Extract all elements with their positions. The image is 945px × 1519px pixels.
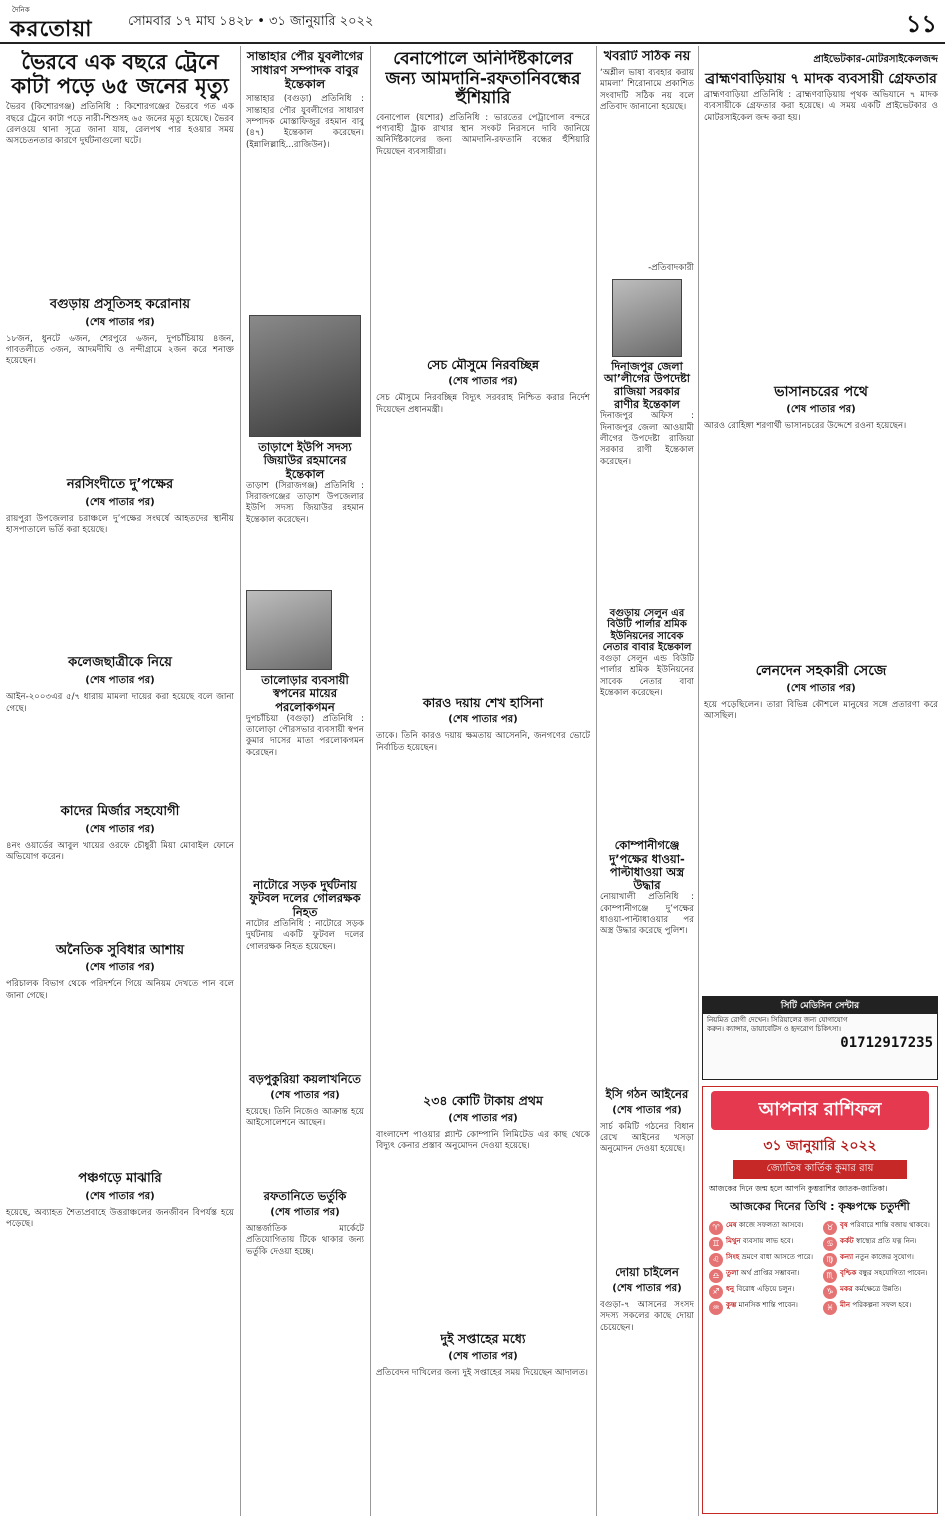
article-headline[interactable]: ব্রাহ্মণবাড়িয়ায় ৭ মাদক ব্যবসায়ী গ্রেফতার xyxy=(705,71,937,87)
article-body: সার্চ কমিটি গঠনের বিধান রেখে আইনের খসড়া অনুমোদন দেওয়া হয়েছে। xyxy=(600,1121,694,1155)
page-number: ১১ xyxy=(905,10,937,38)
article-headline[interactable]: কারও দয়ায় শেখ হাসিনা xyxy=(422,695,544,711)
zodiac-icon: ♓ xyxy=(823,1301,837,1315)
kicker: প্রাইভেটকার-মোটরসাইকেলজব্দ xyxy=(813,54,938,65)
continued-label: (শেষ পাতার পর) xyxy=(85,1191,155,1203)
article-body: হয়েছে, অব্যাহত শৈত্যপ্রবাহে উত্তরাঞ্চলের জনজীবন বিপর্যস্ত হয়ে পড়েছে। xyxy=(6,1208,234,1230)
horoscope-section xyxy=(702,1086,938,1514)
article-continuation xyxy=(6,1002,234,1172)
horoscope-title: আপনার রাশিফল xyxy=(711,1091,929,1130)
column-5 xyxy=(704,50,938,990)
zodiac-sign xyxy=(823,1221,931,1235)
article-continuation xyxy=(246,526,364,586)
column-divider xyxy=(370,46,371,1516)
zodiac-sign xyxy=(823,1253,931,1267)
sign-name: মকর xyxy=(840,1285,853,1294)
article-headline[interactable]: তাড়াশে ইউপি সদস্য জিয়াউর রহমানের ইন্তেকাল xyxy=(258,440,352,481)
zodiac-icon: ♑ xyxy=(823,1285,837,1299)
article-body: ভৈরব (কিশোরগঞ্জ) প্রতিনিধি : কিশোরগঞ্জের ভৈরবে গত এক বছরে ট্রেনে কাটা পড়ে নারী-শিশুসহ ৬৫ জনের মৃত্যু হয়েছে। ভৈরব রেলওয়ে থানা সূত্রে জানা যায়, রেলপথ পার হওয়ার সময় অসচেতনতার কারণে দুর্ঘটনাগুলো ঘটে। xyxy=(6,102,234,147)
article-headline[interactable]: দুই সপ্তাহের মধ্যে xyxy=(440,1331,526,1347)
sign-text: নতুন কাজের সুযোগ। xyxy=(855,1253,914,1262)
article-headline[interactable]: ভাসানচরের পথে xyxy=(774,384,868,401)
article-continuation xyxy=(376,158,590,358)
article-headline[interactable]: ইসি গঠন আইনের xyxy=(605,1086,689,1101)
zodiac-icon: ♋ xyxy=(823,1237,837,1251)
article-body: পরিচালক বিভাগ থেকে পরিদর্শনে গিয়ে অনিয়ম দেখতে পান বলে জানা গেছে। xyxy=(6,979,234,1001)
article-headline[interactable]: নাটোরে সড়ক দুর্ঘটনায় ফুটবল দলের গোলরক্ষক নিহত xyxy=(249,878,361,919)
article-headline[interactable]: পঞ্চগড়ে মাঝারি xyxy=(78,1171,162,1187)
zodiac-sign xyxy=(709,1237,817,1251)
zodiac-sign xyxy=(823,1237,931,1251)
ad-body: নিয়মিত রোগী দেখেন। সিরিয়ালের জন্য যোগাযোগ করুন। ক্যান্সার, ডায়াবেটিস ও হৃদরোগ চিকিৎসা। xyxy=(707,1016,848,1033)
masthead xyxy=(0,0,945,44)
article-headline[interactable]: ২৩৪ কোটি টাকায় প্রথম xyxy=(423,1093,543,1109)
article-headline[interactable]: বগুড়ায় প্রসূতিসহ করোনায় xyxy=(49,296,191,312)
article-continuation xyxy=(6,715,234,805)
tithi-line: আজকের দিনের তিথি : কৃষ্ণপক্ষে চতুর্দশী xyxy=(730,1200,910,1214)
sign-name: কন্যা xyxy=(840,1253,854,1262)
article-continuation xyxy=(600,938,694,1088)
sign-name: কুম্ভ xyxy=(726,1301,737,1310)
article-headline[interactable]: সেচ মৌসুমে নিরবচ্ছিন্ন xyxy=(426,357,539,373)
article-body: বাংলাদেশ পাওয়ার প্ল্যান্ট কোম্পানি লিমিটেড এর কাছ থেকে বিদ্যুৎ কেনার প্রস্তাব অনুমোদন দেওয়া হয়েছে। xyxy=(376,1129,590,1151)
continued-label: (শেষ পাতার পর) xyxy=(786,404,856,416)
article-headline[interactable]: দোয়া চাইলেন xyxy=(615,1264,679,1279)
article-body: প্রতিবেদন দাখিলের জন্য দুই সপ্তাহের সময় দিয়েছেন আদালত। xyxy=(376,1367,588,1378)
signature: -প্রতিবাদকারী xyxy=(648,263,694,274)
continued-label: (শেষ পাতার পর) xyxy=(85,823,155,835)
article-body: বগুড়া-৭ আসনের সংসদ সদস্য সকলের কাছে দোয়া চেয়েছেন। xyxy=(600,1300,694,1333)
article-headline[interactable]: লেনদেন সহকারী সেজে xyxy=(755,662,887,679)
article-headline[interactable]: খবরটি সঠিক নয় xyxy=(603,50,691,64)
continued-label: (শেষ পাতার পর) xyxy=(448,714,518,726)
article-continuation xyxy=(704,124,938,384)
article-body: রায়পুরা উপজেলার চরাঞ্চলে দু’পক্ষের সংঘর্ষে আহতদের স্থানীয় হাসপাতালে ভর্তি করা হয়েছে। xyxy=(6,513,234,535)
article-body: আইন-২০০৩এর ৫/৭ ধারায় মামলা দায়ের করা হয়েছে বলে জানা গেছে। xyxy=(6,692,234,714)
sign-text: অর্থ প্রাপ্তির সম্ভাবনা। xyxy=(740,1269,800,1278)
horoscope-intro: আজকের দিনে জন্ম হলে আপনি কুম্ভরাশির জাতক-জাতিকা। xyxy=(709,1184,888,1193)
article-body: সেচ মৌসুমে নিরবচ্ছিন্ন বিদ্যুৎ সরবরাহ নিশ্চিত করার নির্দেশ দিয়েছেন প্রধানমন্ত্রী। xyxy=(376,393,590,415)
article-headline[interactable]: কলেজছাত্রীকে নিয়ে xyxy=(68,655,172,671)
continued-label: (শেষ পাতার পর) xyxy=(85,496,155,508)
article-continuation xyxy=(6,148,234,298)
sign-name: মেষ xyxy=(726,1221,737,1230)
sign-text: স্বাস্থ্যের প্রতি যত্ন নিন। xyxy=(855,1237,917,1246)
continued-label: (শেষ পাতার পর) xyxy=(85,675,155,687)
article-continuation xyxy=(376,1152,590,1332)
column-divider xyxy=(698,46,699,1516)
sign-text: পরিকল্পনা সফল হবে। xyxy=(852,1301,912,1310)
article-continuation xyxy=(704,433,938,663)
article-body: বগুড়া সেলুন এন্ড বিউটি পার্লার শ্রমিক ইউনিয়নের সাবেক নেতার বাবা ইন্তেকাল করেছেন। xyxy=(600,653,694,698)
continued-label: (শেষ পাতার পর) xyxy=(448,1350,518,1362)
sign-text: বিরোধ এড়িয়ে চলুন। xyxy=(736,1285,795,1294)
continued-label: (শেষ পাতার পর) xyxy=(85,316,155,328)
article-body: দিনাজপুর অফিস : দিনাজপুর জেলা আওয়ামী লীগের উপদেষ্টা রাজিয়া সরকার রাণী ইন্তেকাল করেছেন। xyxy=(600,411,694,467)
ad-phone[interactable]: 01712917235 xyxy=(840,1035,933,1051)
sign-name: বৃষ xyxy=(840,1221,848,1230)
sign-name: ধনু xyxy=(726,1285,735,1294)
article-continuation xyxy=(600,468,694,608)
article-headline[interactable]: বড়পুকুরিয়া কয়লাখনিতে xyxy=(249,1071,361,1086)
sign-name: কর্কট xyxy=(840,1237,854,1246)
zodiac-icon: ♎ xyxy=(709,1269,723,1283)
article-body: ১৮জন, ধুনটে ৬জন, শেরপুরে ৬জন, দুপচাঁচিয়ায় ৪জন, গাবতলীতে ৩জন, আদমদীঘি ও নন্দীগ্রামে ২জন করে শনাক্ত হয়েছেন। xyxy=(6,333,234,367)
zodiac-sign xyxy=(709,1301,817,1315)
zodiac-sign xyxy=(823,1269,931,1283)
article-headline[interactable]: নরসিংদীতে দু’পক্ষের xyxy=(66,476,174,492)
article-body: তাড়াশ (সিরাজগঞ্জ) প্রতিনিধি : সিরাজগঞ্জের তাড়াশ উপজেলার ইউপি সদস্য জিয়াউর রহমান ইন্তেকাল করেছেন। xyxy=(246,480,364,525)
sign-text: কাজে সফলতা আসবে। xyxy=(738,1221,804,1230)
continued-label: (শেষ পাতার পর) xyxy=(270,1206,340,1218)
continued-label: (শেষ পাতার পর) xyxy=(448,1112,518,1124)
sign-text: বন্ধুর সহযোগিতা পাবেন। xyxy=(858,1269,928,1278)
column-divider xyxy=(240,46,241,1516)
sign-name: সিংহ xyxy=(726,1253,740,1262)
article-body: নোয়াখালী প্রতিনিধি : কোম্পানীগঞ্জে দু’পক্ষের ধাওয়া-পাল্টাধাওয়ার পর অস্ত্র উদ্ধার করেছে পুলিশ। xyxy=(600,892,694,937)
sign-name: মিথুন xyxy=(726,1237,741,1246)
column-divider xyxy=(596,46,597,1516)
sign-name: তুলা xyxy=(726,1269,739,1278)
article-headline[interactable]: বগুড়ায় সেলুন এর বিউটি পার্লার শ্রমিক ইউনিয়নের সাবেক নেতার বাবার ইন্তেকাল xyxy=(602,607,692,654)
article-headline[interactable]: তালোড়ার ব্যবসায়ী স্বপনের মায়ের পরলোকগমন xyxy=(261,673,349,714)
obituary-photo xyxy=(246,590,332,670)
zodiac-sign xyxy=(709,1221,817,1235)
article-continuation xyxy=(600,699,694,839)
sign-text: মানসিক শান্তি পাবেন। xyxy=(738,1301,798,1310)
column-2 xyxy=(246,50,364,1512)
article-continuation xyxy=(376,416,590,696)
article-continuation xyxy=(600,113,694,263)
article-headline[interactable]: সান্তাহার পৌর যুবলীগের সাধারণ সম্পাদক বাবুর ইন্তেকাল xyxy=(246,50,364,91)
article-body: সান্তাহার (বগুড়া) প্রতিনিধি : সান্তাহার পৌর যুবলীগের সাধারণ সম্পাদক মোস্তাফিজুর রহমান বাবু (৪৭) ইন্তেকাল করেছেন। (ইন্নালিল্লাহি...রাজিউন)। xyxy=(246,94,364,150)
zodiac-icon: ♐ xyxy=(709,1285,723,1299)
zodiac-icon: ♒ xyxy=(709,1301,723,1315)
article-continuation xyxy=(376,754,590,1094)
zodiac-grid xyxy=(703,1219,937,1317)
article-body: আন্তর্জাতিক মার্কেটে প্রতিযোগিতায় টিকে থাকার জন্য ভর্তুকি দেওয়া হচ্ছে। xyxy=(246,1223,364,1257)
obituary-photo xyxy=(612,279,682,357)
advertisement[interactable] xyxy=(702,996,938,1080)
column-1 xyxy=(6,50,234,1512)
zodiac-sign xyxy=(709,1285,817,1299)
article-continuation xyxy=(246,151,364,311)
logo-prefix: দৈনিক xyxy=(12,6,30,14)
article-headline[interactable]: রফতানিতে ভর্তুকি xyxy=(263,1188,347,1203)
article-continuation xyxy=(6,368,234,478)
sign-name: মীন xyxy=(840,1301,851,1310)
article-headline[interactable]: বেনাপোলে অনির্দিষ্টকালের জন্য আমদানি-রফতানিবন্ধের হুঁশিয়ারি xyxy=(385,50,581,109)
article-headline[interactable]: কোম্পানীগঞ্জে দু’পক্ষের ধাওয়া-পাল্টাধাওয়া অস্ত্র উদ্ধার xyxy=(609,838,685,892)
article-headline[interactable]: কাদের মির্জার সহযোগী xyxy=(60,803,180,819)
continued-label: (শেষ পাতার পর) xyxy=(448,376,518,388)
zodiac-icon: ♊ xyxy=(709,1237,723,1251)
column-3 xyxy=(376,50,590,1512)
dateline: সোমবার ১৭ মাঘ ১৪২৮ • ৩১ জানুয়ারি ২০২২ xyxy=(128,14,374,29)
article-body: দুপচাঁচিয়া (বগুড়া) প্রতিনিধি : তালোড়া পৌরসভার ব্যবসায়ী স্বপন কুমার দাসের মাতা পরলোকগমন করেছেন। xyxy=(246,713,364,758)
article-continuation xyxy=(6,536,234,656)
newspaper-logo[interactable] xyxy=(8,4,120,40)
sign-text: কর্মক্ষেত্রে উন্নতি। xyxy=(854,1285,902,1294)
sign-name: বৃশ্চিক xyxy=(840,1269,857,1278)
zodiac-sign xyxy=(709,1269,817,1283)
logo-text: করতোয়া xyxy=(10,17,93,42)
zodiac-sign xyxy=(709,1253,817,1267)
article-headline[interactable]: অনৈতিক সুবিধার আশায় xyxy=(55,942,185,958)
article-body: হয়ে পড়েছিলেন। তারা বিভিন্ন কৌশলে মানুষের সঙ্গে প্রতারণা করে আসছিল। xyxy=(704,699,938,721)
article-continuation xyxy=(6,864,234,944)
article-body: বেনাপোল (যশোর) প্রতিনিধি : ভারতের পেট্রাপোল বন্দরে পণ্যবাহী ট্রাক রাখার স্থান সংকট নিরসনে দাবি জানিয়ে অনির্দিষ্টকালের জন্য আমদানি-রফতানি বন্ধের হুঁশিয়ারি দিয়েছেন ব্যবসায়ীরা। xyxy=(376,112,590,157)
continued-label: (শেষ পাতার পর) xyxy=(612,1104,682,1116)
zodiac-icon: ♈ xyxy=(709,1221,723,1235)
sign-text: পরিবারে শান্তি বজায় থাকবে। xyxy=(850,1221,930,1230)
article-body: তাকে। তিনি কারও দয়ায় ক্ষমতায় আসেননি, জনগণের ভোটে নির্বাচিত হয়েছেন। xyxy=(376,731,590,753)
article-body: আরও রোহিঙ্গা শরণার্থী ভাসানচরের উদ্দেশে রওনা হয়েছেন। xyxy=(704,421,907,432)
article-headline[interactable]: ভৈরবে এক বছরে ট্রেনে কাটা পড়ে ৬৫ জনের মৃত্যু xyxy=(11,50,229,99)
continued-label: (শেষ পাতার পর) xyxy=(85,962,155,974)
article-continuation xyxy=(246,759,364,879)
article-body: ব্রাহ্মণবাড়িয়া প্রতিনিধি : ব্রাহ্মণবাড়িয়ায় পৃথক অভিযানে ৭ মাদক ব্যবসায়ীকে গ্রেফতার করা হয়েছে। এ সময় একটি প্রাইভেটকার ও মোটরসাইকেল জব্দ করা হয়। xyxy=(704,90,938,123)
zodiac-sign xyxy=(823,1285,931,1299)
zodiac-icon: ♌ xyxy=(709,1253,723,1267)
astrologer-name: জ্যোতিষ কার্তিক কুমার রায় xyxy=(733,1160,907,1179)
article-body: ‘অশ্লীল ভাষা ব্যবহার করায় মামলা’ শিরোনামে প্রকাশিত সংবাদটি সঠিক নয় বলে প্রতিবাদ জানানো হয়েছে। xyxy=(600,67,694,112)
sign-text: ব্যবসায় লাভ হবে। xyxy=(742,1237,794,1246)
zodiac-icon: ♍ xyxy=(823,1253,837,1267)
article-headline[interactable]: দিনাজপুর জেলা আ’লীগের উপদেষ্টা রাজিয়া সরকার রাণীর ইন্তেকাল xyxy=(604,359,690,411)
article-continuation xyxy=(246,953,364,1073)
continued-label: (শেষ পাতার পর) xyxy=(270,1090,340,1102)
obituary-photo xyxy=(249,315,361,437)
continued-label: (শেষ পাতার পর) xyxy=(612,1283,682,1295)
article-body: হয়েছে। তিনি নিজেও আক্রান্ত হয়ে আইসোলেশনে আছেন। xyxy=(246,1107,364,1129)
horoscope-date: ৩১ জানুয়ারি ২০২২ xyxy=(763,1138,877,1154)
column-4 xyxy=(600,50,694,1512)
continued-label: (শেষ পাতার পর) xyxy=(786,682,856,694)
zodiac-icon: ♉ xyxy=(823,1221,837,1235)
article-body: ৪নং ওয়ার্ডের আবুল খায়ের ওরফে চৌধুরী মিয়া মোবাইল ফোনে অভিযোগ করেন। xyxy=(6,840,234,863)
zodiac-icon: ♏ xyxy=(823,1269,837,1283)
zodiac-sign xyxy=(823,1301,931,1315)
ad-title: সিটি মেডিসিন সেন্টার xyxy=(703,997,937,1014)
article-continuation xyxy=(246,1130,364,1190)
sign-text: ভ্রমণে বাধা আসতে পারে। xyxy=(741,1253,813,1262)
article-continuation xyxy=(600,1156,694,1266)
article-body: নাটোর প্রতিনিধি : নাটোরে সড়ক দুর্ঘটনায় একটি ফুটবল দলের গোলরক্ষক নিহত হয়েছেন। xyxy=(246,918,364,952)
